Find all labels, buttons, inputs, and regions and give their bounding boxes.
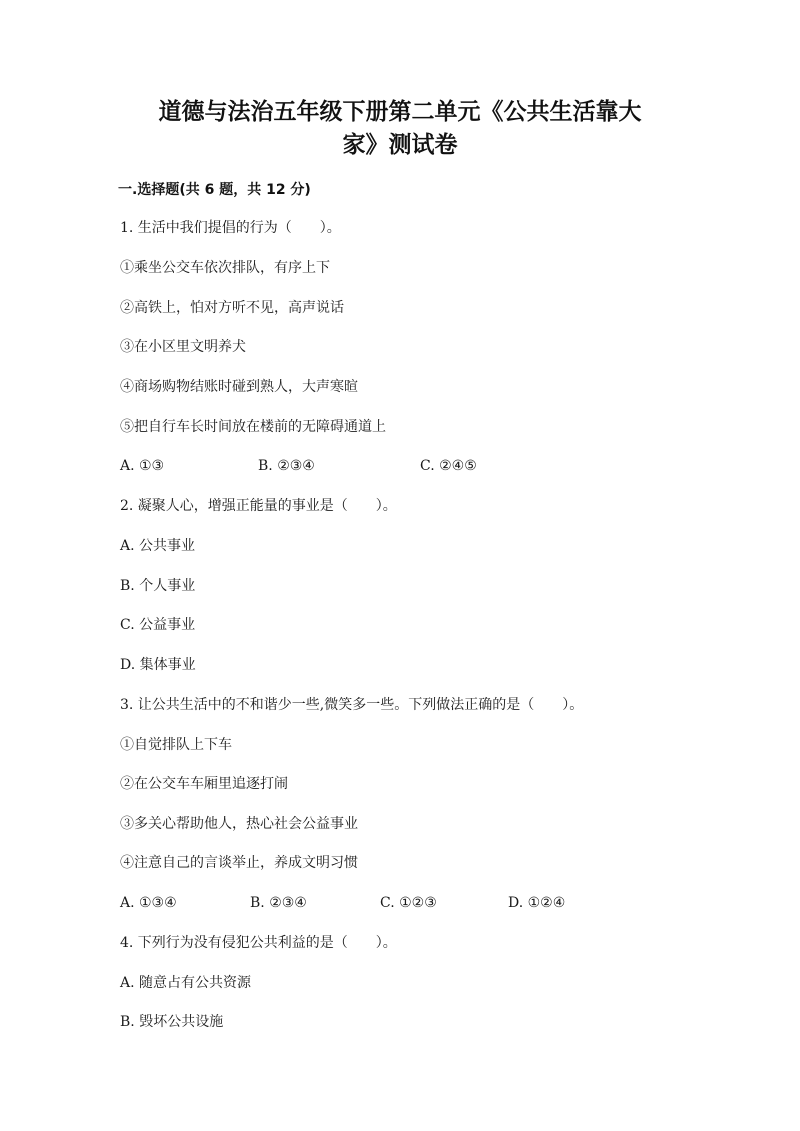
question-4-option-a: A. 随意占有公共资源 — [120, 975, 252, 991]
question-3-option-b: B. ②③④ — [250, 895, 307, 911]
question-2-stem: 2. 凝聚人心，增强正能量的事业是（ ）。 — [120, 498, 397, 514]
question-3-item: ①自觉排队上下车 — [120, 737, 232, 753]
page-title — [100, 96, 700, 162]
question-3-option-a: A. ①③④ — [120, 895, 177, 911]
question-3-option-d: D. ①②④ — [508, 895, 566, 911]
question-2-option-a: A. 公共事业 — [120, 538, 196, 554]
question-1-item: ⑤把自行车长时间放在楼前的无障碍通道上 — [120, 419, 386, 435]
question-1-item: ①乘坐公交车依次排队，有序上下 — [120, 260, 330, 276]
question-4-option-b: B. 毁坏公共设施 — [120, 1014, 224, 1030]
question-3-item: ③多关心帮助他人，热心社会公益事业 — [120, 816, 358, 832]
question-2-option-b: B. 个人事业 — [120, 578, 196, 594]
question-2-option-c: C. 公益事业 — [120, 617, 196, 633]
question-1-option-a: A. ①③ — [120, 458, 165, 474]
question-3-option-c: C. ①②③ — [380, 895, 437, 911]
question-4-stem: 4. 下列行为没有侵犯公共利益的是（ ）。 — [120, 935, 397, 951]
title-line-2: 家》测试卷 — [342, 132, 458, 158]
section-heading: 一.选择题(共 6 题，共 12 分) — [118, 182, 311, 198]
question-1-option-b: B. ②③④ — [258, 458, 315, 474]
question-1-option-c: C. ②④⑤ — [420, 458, 477, 474]
title-line-1: 道德与法治五年级下册第二单元《公共生活靠大 — [158, 99, 642, 125]
question-3-item: ②在公交车车厢里追逐打闹 — [120, 776, 288, 792]
question-3-item: ④注意自己的言谈举止，养成文明习惯 — [120, 855, 358, 871]
question-1-item: ④商场购物结账时碰到熟人，大声寒暄 — [120, 379, 358, 395]
question-3-stem: 3. 让公共生活中的不和谐少一些,微笑多一些。下列做法正确的是（ ）。 — [120, 697, 584, 713]
question-2-option-d: D. 集体事业 — [120, 657, 196, 673]
question-1-item: ②高铁上，怕对方听不见，高声说话 — [120, 300, 344, 316]
question-1-item: ③在小区里文明养犬 — [120, 339, 246, 355]
question-1-stem: 1. 生活中我们提倡的行为（ ）。 — [120, 220, 341, 236]
